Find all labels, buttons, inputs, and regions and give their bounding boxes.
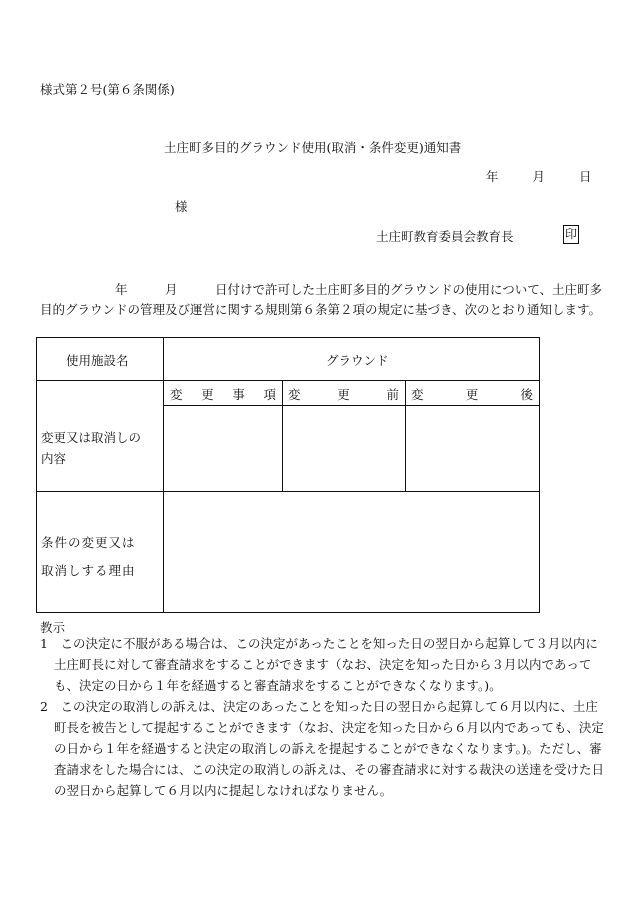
change-content-label: 変更又は取消しの 内容 <box>41 430 142 466</box>
col-item-char: 変 <box>170 387 183 402</box>
facility-label: 使用施設名 <box>66 353 129 368</box>
col-item-char: 更 <box>201 387 214 402</box>
form-number: 様式第２号(第６条関係) <box>40 82 175 97</box>
col-before-char: 前 <box>386 387 399 402</box>
seal-mark: 印 <box>563 225 579 244</box>
table-border-left <box>36 337 37 613</box>
note-item: 2 この決定の取消しの訴えは、決定のあったことを知った日の翌日から起算して６月以内に、土庄町長を被告として提起することができます（なお、決定を知った日から６月以内であっても、決定の日から１年を経過すると決定の取消しの訴えを提起することができなくなります。)。ただし、審査請求をした場合には、この決定の取消しの訴えは、その審査請求に対する裁決の送達を受けた日の翌日から起算して６月以内に提起しなければなりません。 <box>40 699 605 798</box>
date-line <box>486 167 591 185</box>
addressee-suffix: 様 <box>175 199 188 214</box>
date-year: 年 <box>486 169 499 184</box>
table-border-right <box>539 337 540 613</box>
date-day: 日 <box>578 169 592 184</box>
table-col-divider-2 <box>405 380 406 491</box>
date-month: 月 <box>532 169 545 184</box>
col-item-char: 事 <box>232 387 245 402</box>
col-after-char: 後 <box>520 387 533 402</box>
table-row-divider-1 <box>36 380 540 381</box>
notes-heading: 教示 <box>40 620 66 635</box>
col-after-char: 変 <box>411 387 424 402</box>
table-border-top <box>36 337 540 338</box>
table-col-divider-1 <box>282 380 283 491</box>
table-subheader-divider <box>163 405 540 406</box>
reason-label-line-2: 取消しする理由 <box>41 563 136 578</box>
table-divider-label <box>163 337 164 613</box>
col-before-char: 更 <box>337 387 350 402</box>
table-border-bottom <box>36 612 540 613</box>
col-before-char: 変 <box>288 387 301 402</box>
reason-label-line-1: 条件の変更又は <box>41 535 136 550</box>
note-item: 1 この決定に不服がある場合は、この決定があったことを知った日の翌日から起算して３月以内に土庄町長に対して審査請求をすることができます（なお、決定を知った日から３月以内であっても、決定の日から１年を経過すると審査請求をすることができなくなります。)。 <box>40 636 598 693</box>
facility-value: グラウンド <box>326 353 389 368</box>
body-paragraph: 年 月 日付けで許可した土庄町多目的グラウンドの使用について、土庄町多目的グラウンドの管理及び運営に関する規則第６条第２項の規定に基づき、次のとおり通知します。 <box>40 282 603 317</box>
col-after-char: 更 <box>465 387 479 402</box>
col-header-item <box>170 385 276 403</box>
col-header-after <box>411 385 533 403</box>
table-row-divider-2 <box>36 491 540 492</box>
notification-table <box>36 337 540 613</box>
issuer-name: 土庄町教育委員会教育長 <box>376 229 514 244</box>
col-header-before <box>288 385 399 403</box>
col-item-char: 項 <box>263 387 276 402</box>
document-title: 土庄町多目的グラウンド使用(取消・条件変更)通知書 <box>164 140 462 155</box>
